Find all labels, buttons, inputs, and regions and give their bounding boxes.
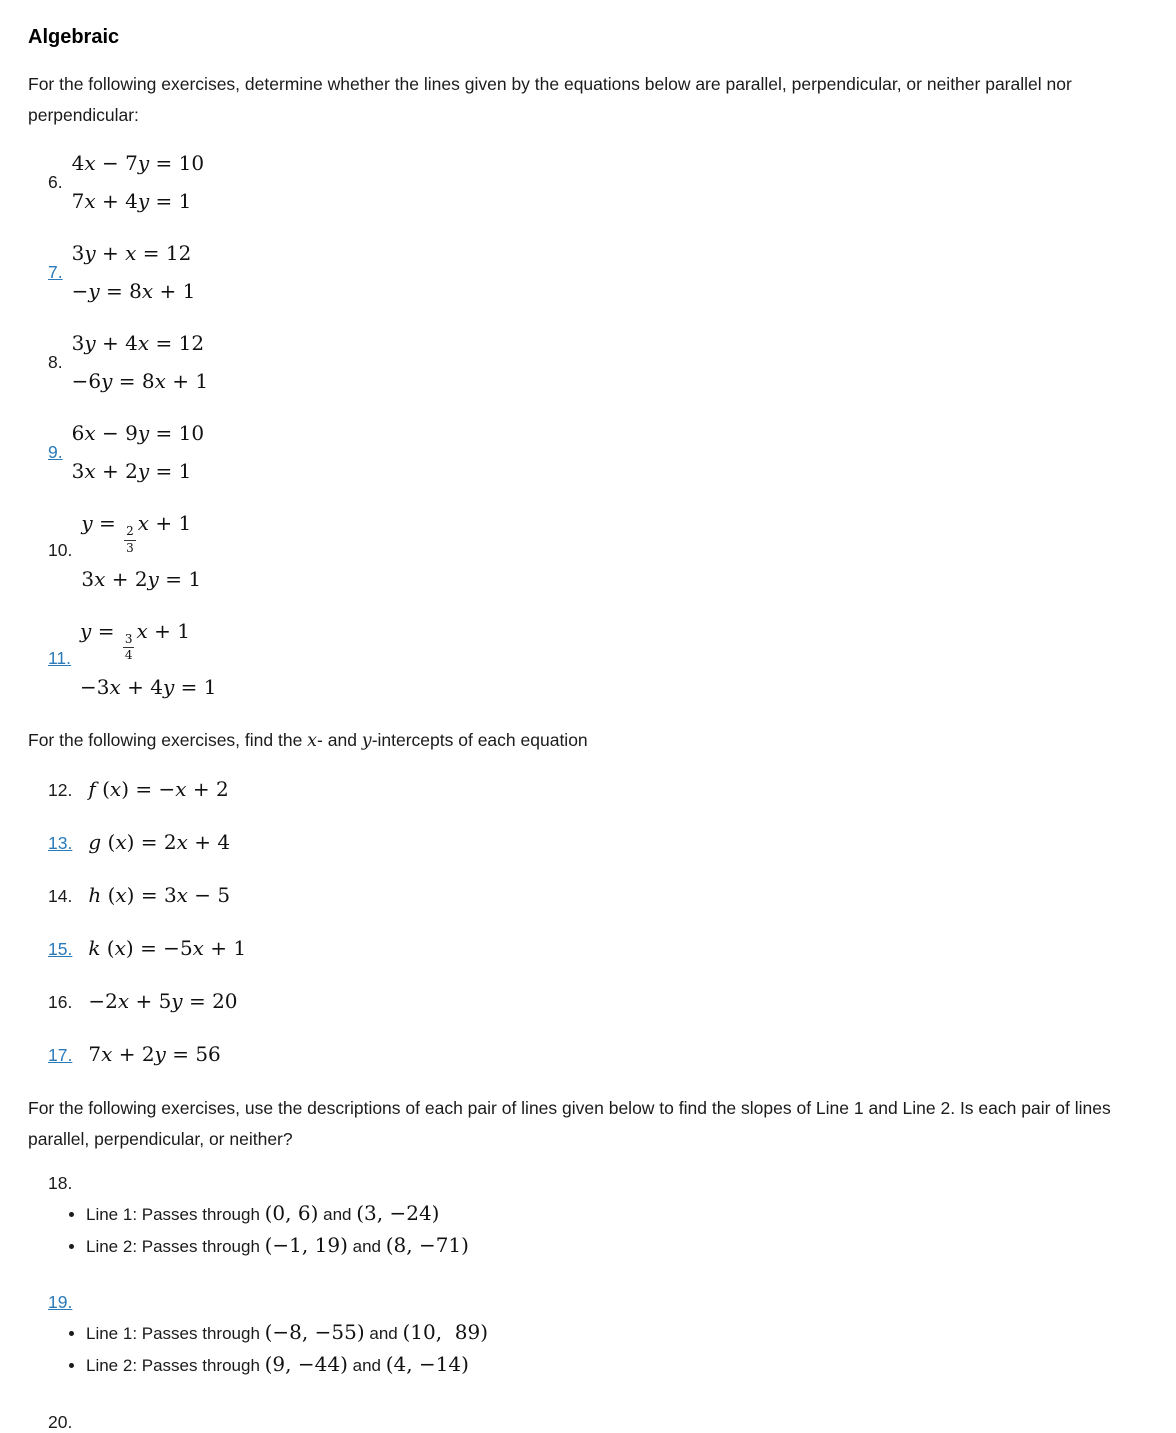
equation: −y = 8x + 1 — [71, 279, 196, 303]
exercise-number: 10. — [48, 540, 73, 561]
exercise-19 — [48, 1292, 1146, 1381]
equation: 4x − 7y = 10 — [71, 151, 205, 175]
exercise-number: 20. — [48, 1411, 73, 1432]
exercise-number-link[interactable]: 13. — [48, 832, 73, 853]
exercise-15 — [48, 934, 1146, 962]
line-description-list — [48, 1198, 1146, 1262]
line-description: • Line 2: Passes through (−1, 19) and (8, −71) — [86, 1230, 1146, 1262]
exercise-6 — [48, 149, 1146, 215]
line-description: • Line 2: Passes through (9, −44) and (4, −14) — [86, 1349, 1146, 1381]
equation-pair — [81, 509, 201, 593]
equation-pair — [72, 149, 204, 215]
exercise-number: 8. — [48, 351, 63, 372]
equation: 3x + 2y = 1 — [71, 459, 192, 483]
equation: 7x + 4y = 1 — [71, 189, 192, 213]
equation: −2x + 5y = 20 — [88, 988, 238, 1013]
exercise-14 — [48, 881, 1146, 909]
exercise-10 — [48, 509, 1146, 593]
equation-pair — [80, 617, 216, 701]
exercise-7 — [48, 239, 1146, 305]
equation: 7x + 2y = 56 — [88, 1041, 221, 1066]
exercise-number: 16. — [48, 991, 73, 1012]
equation: y = $\frac{2}{3}$ x + 1 — [81, 511, 192, 555]
equation: 3y + 4x = 12 — [71, 331, 205, 355]
exercise-number-link[interactable]: 15. — [48, 938, 73, 959]
instructions-parallel-perpendicular: For the following exercises, determine whether the lines given by the equations below are parallel, perpendicular, or neither parallel nor perpendicular: — [28, 74, 1072, 125]
exercise-13 — [48, 828, 1146, 856]
exercise-number: 18. — [48, 1172, 73, 1193]
exercise-number: 14. — [48, 885, 73, 906]
next-exercise-cutoff — [48, 1411, 1146, 1432]
equation: 3y + x = 12 — [71, 241, 192, 265]
exercise-11 — [48, 617, 1146, 701]
equation: −3x + 4y = 1 — [80, 674, 217, 699]
instructions-slopes: For the following exercises, use the descriptions of each pair of lines given below to find the slopes of Line 1 and Line 2. Is each pair of lines parallel, perpendicular, or neither? — [28, 1097, 1111, 1149]
equation-pair — [72, 239, 196, 305]
exercise-number-link[interactable]: 9. — [48, 441, 63, 462]
exercise-16 — [48, 987, 1146, 1015]
equation: h (x) = 3x − 5 — [88, 882, 231, 907]
equation: k (x) = −5x + 1 — [88, 935, 247, 960]
line-description-list — [48, 1317, 1146, 1381]
exercise-number: 12. — [48, 779, 73, 800]
exercise-8 — [48, 329, 1146, 395]
instructions-intercepts: For the following exercises, find the x- and y-intercepts of each equation — [28, 729, 588, 751]
exercise-number-link[interactable]: 11. — [48, 648, 72, 669]
equation: 6x − 9y = 10 — [71, 421, 205, 445]
equation-pair — [72, 329, 208, 395]
exercise-12 — [48, 775, 1146, 803]
section-heading: Algebraic — [28, 26, 120, 48]
exercise-number-link[interactable]: 7. — [48, 261, 63, 282]
equation: g (x) = 2x + 4 — [88, 829, 231, 854]
equation: y = $\frac{3}{4}$ x + 1 — [80, 618, 190, 663]
equation-pair — [72, 419, 204, 485]
equation: 3x + 2y = 1 — [81, 566, 202, 591]
line-description: • Line 1: Passes through (0, 6) and (3, −24) — [86, 1198, 1146, 1230]
line-description: • Line 1: Passes through (−8, −55) and (10, 89) — [86, 1317, 1146, 1349]
exercise-17 — [48, 1040, 1146, 1068]
exercise-number: 6. — [48, 171, 63, 192]
equation: f (x) = −x + 2 — [88, 776, 229, 801]
equation: −6y = 8x + 1 — [71, 369, 209, 393]
exercise-18 — [48, 1173, 1146, 1262]
exercise-9 — [48, 419, 1146, 485]
exercise-number-link[interactable]: 19. — [48, 1291, 73, 1312]
exercise-number-link[interactable]: 17. — [48, 1044, 73, 1065]
